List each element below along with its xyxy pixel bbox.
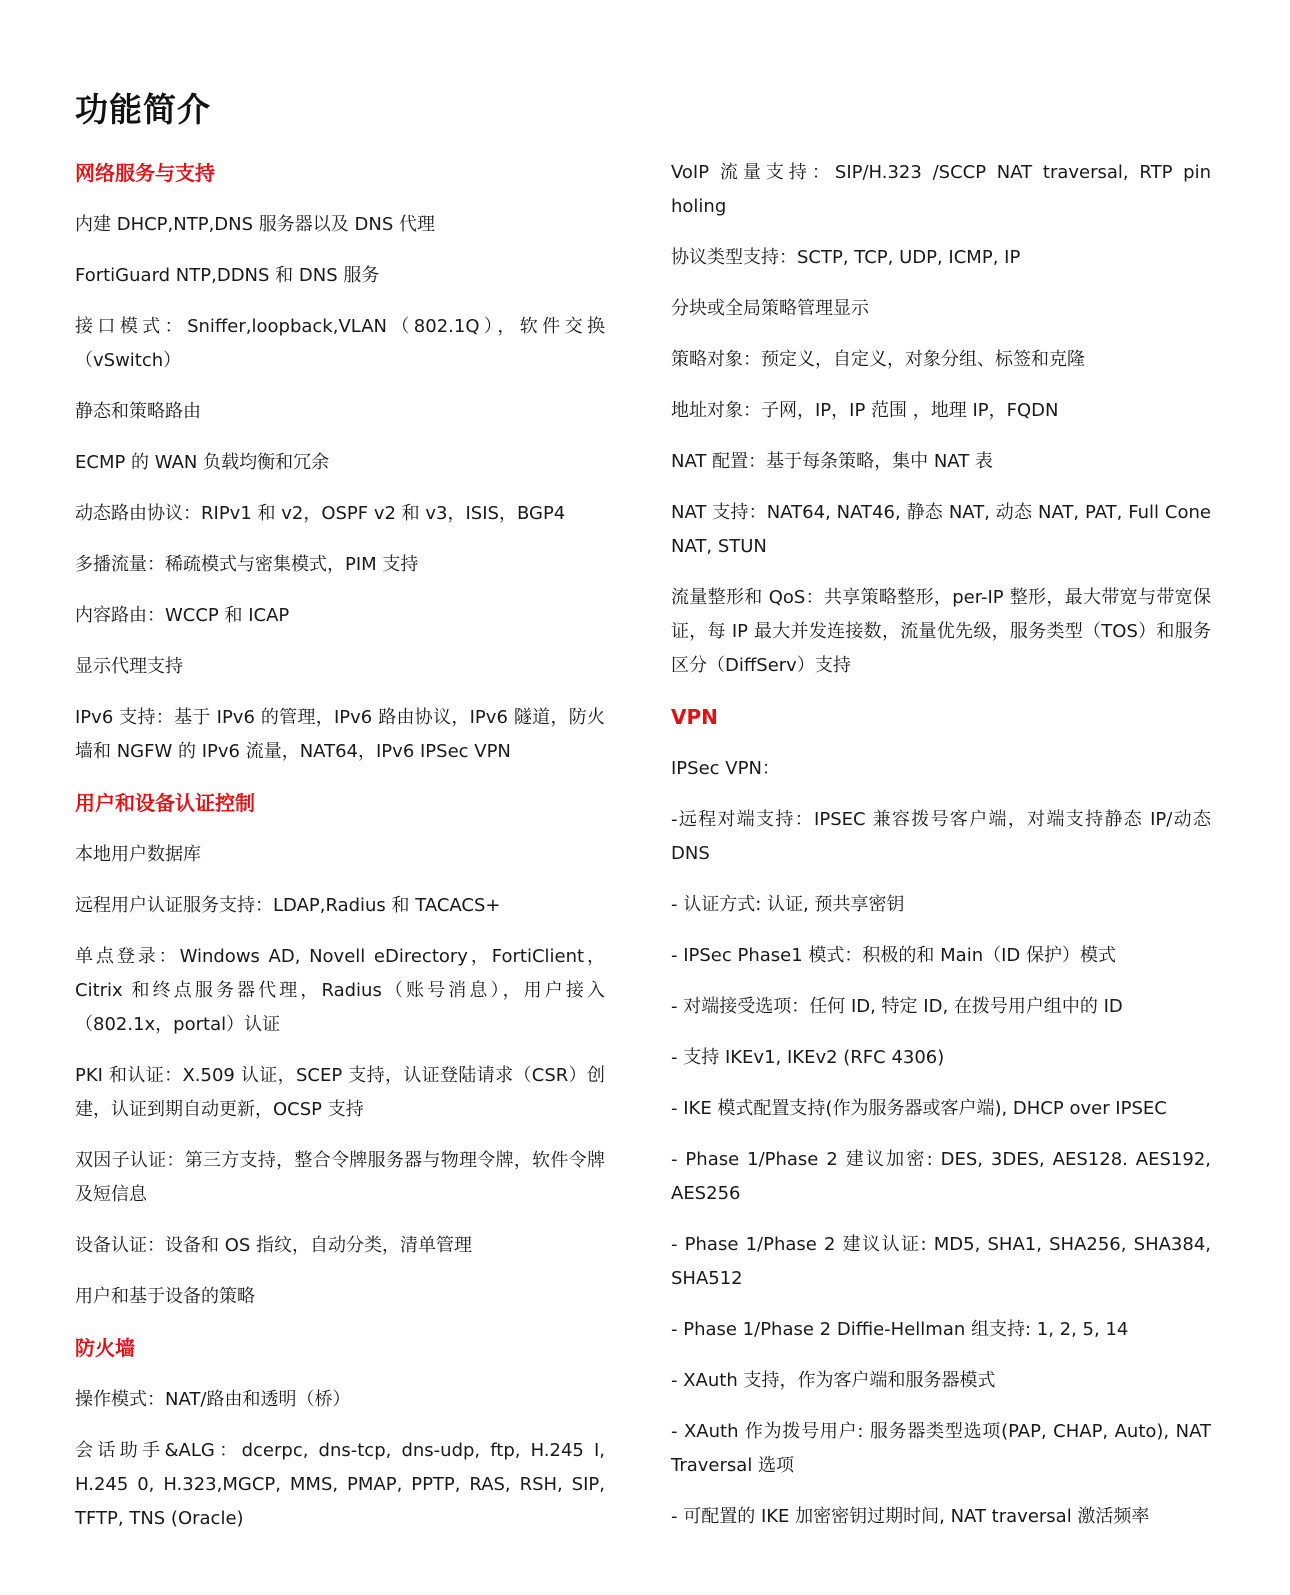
feature-item: 流量整形和 QoS：共享策略整形，per-IP 整形，最大带宽与带宽保证，每 IP 最大并发连接数，流量优先级，服务类型（TOS）和服务区分（DiffServ）支持 [671, 587, 1211, 676]
feature-item: 地址对象：子网，IP，IP 范围 ，地理 IP，FQDN [671, 400, 1059, 421]
page-title: 功能简介 [75, 90, 211, 129]
feature-item: -远程对端支持：IPSEC 兼容拨号客户端，对端支持静态 IP/动态 DNS [671, 809, 1211, 864]
feature-item: - IKE 模式配置支持(作为服务器或客户端), DHCP over IPSEC [671, 1098, 1167, 1119]
feature-item: - Phase 1/Phase 2 Diffie-Hellman 组支持: 1, 2, 5, 14 [671, 1319, 1129, 1340]
feature-item: 远程用户认证服务支持：LDAP,Radius 和 TACACS+ [75, 895, 501, 916]
feature-item: 接口模式：Sniffer,loopback,VLAN（802.1Q），软件交换（vSwitch） [75, 316, 605, 371]
feature-item: - XAuth 作为拨号用户: 服务器类型选项(PAP, CHAP, Auto), NAT Traversal 选项 [671, 1421, 1211, 1476]
feature-item: 会话助手&ALG：dcerpc, dns-tcp, dns-udp, ftp, H.245 I, H.245 0, H.323,MGCP, MMS, PMAP, PPTP, RAS, RSH, SIP, TFTP, TNS (Oracle) [75, 1440, 605, 1529]
section-heading: 用户和设备认证控制 [75, 791, 255, 815]
feature-item: 静态和策略路由 [75, 401, 201, 422]
feature-item: 单点登录：Windows AD, Novell eDirectory，FortiClient，Citrix 和终点服务器代理，Radius（账号消息），用户接入（802.1x，portal）认证 [75, 946, 605, 1035]
feature-item: - IPSec Phase1 模式：积极的和 Main（ID 保护）模式 [671, 945, 1116, 966]
section-heading: 防火墙 [75, 1336, 135, 1360]
feature-item: 操作模式：NAT/路由和透明（桥） [75, 1389, 351, 1410]
feature-item: - XAuth 支持，作为客户端和服务器模式 [671, 1370, 996, 1391]
feature-item: - Phase 1/Phase 2 建议认证: MD5, SHA1, SHA256, SHA384, SHA512 [671, 1234, 1211, 1289]
feature-item: 动态路由协议：RIPv1 和 v2，OSPF v2 和 v3，ISIS，BGP4 [75, 503, 566, 524]
feature-item: 内建 DHCP,NTP,DNS 服务器以及 DNS 代理 [75, 214, 435, 235]
feature-item: - 支持 IKEv1, IKEv2 (RFC 4306) [671, 1047, 945, 1068]
feature-item: IPSec VPN： [671, 758, 780, 779]
feature-item: 策略对象：预定义，自定义，对象分组、标签和克隆 [671, 349, 1085, 370]
feature-item: 本地用户数据库 [75, 844, 201, 865]
feature-item: 显示代理支持 [75, 656, 183, 677]
right-column [671, 156, 1211, 1551]
feature-item: FortiGuard NTP,DDNS 和 DNS 服务 [75, 265, 380, 286]
feature-item: NAT 支持：NAT64, NAT46, 静态 NAT, 动态 NAT, PAT, Full Cone NAT, STUN [671, 502, 1211, 557]
feature-item: NAT 配置：基于每条策略，集中 NAT 表 [671, 451, 993, 472]
feature-item: ECMP 的 WAN 负载均衡和冗余 [75, 452, 330, 473]
left-column [75, 156, 605, 1553]
section-heading: 网络服务与支持 [75, 161, 215, 185]
feature-item: - 对端接受选项：任何 ID, 特定 ID, 在拨号用户组中的 ID [671, 996, 1123, 1017]
feature-item: 双因子认证：第三方支持，整合令牌服务器与物理令牌，软件令牌及短信息 [75, 1150, 605, 1205]
feature-item: - 认证方式: 认证, 预共享密钥 [671, 894, 905, 915]
feature-item: VoIP 流量支持：SIP/H.323 /SCCP NAT traversal, RTP pin holing [671, 162, 1211, 217]
feature-item: 协议类型支持：SCTP, TCP, UDP, ICMP, IP [671, 247, 1021, 268]
feature-item: IPv6 支持：基于 IPv6 的管理，IPv6 路由协议，IPv6 隧道，防火墙和 NGFW 的 IPv6 流量，NAT64，IPv6 IPSec VPN [75, 707, 605, 762]
feature-item: PKI 和认证：X.509 认证，SCEP 支持，认证登陆请求（CSR）创建，认证到期自动更新，OCSP 支持 [75, 1065, 605, 1120]
feature-item: - 可配置的 IKE 加密密钥过期时间, NAT traversal 激活频率 [671, 1506, 1150, 1527]
feature-item: 设备认证：设备和 OS 指纹，自动分类，清单管理 [75, 1235, 473, 1256]
section-heading: VPN [671, 705, 718, 729]
feature-item: 多播流量：稀疏模式与密集模式，PIM 支持 [75, 554, 419, 575]
feature-item: 用户和基于设备的策略 [75, 1286, 255, 1307]
feature-item: 内容路由：WCCP 和 ICAP [75, 605, 290, 626]
feature-item: - Phase 1/Phase 2 建议加密: DES, 3DES, AES128. AES192, AES256 [671, 1149, 1211, 1204]
feature-item: 分块或全局策略管理显示 [671, 298, 869, 319]
